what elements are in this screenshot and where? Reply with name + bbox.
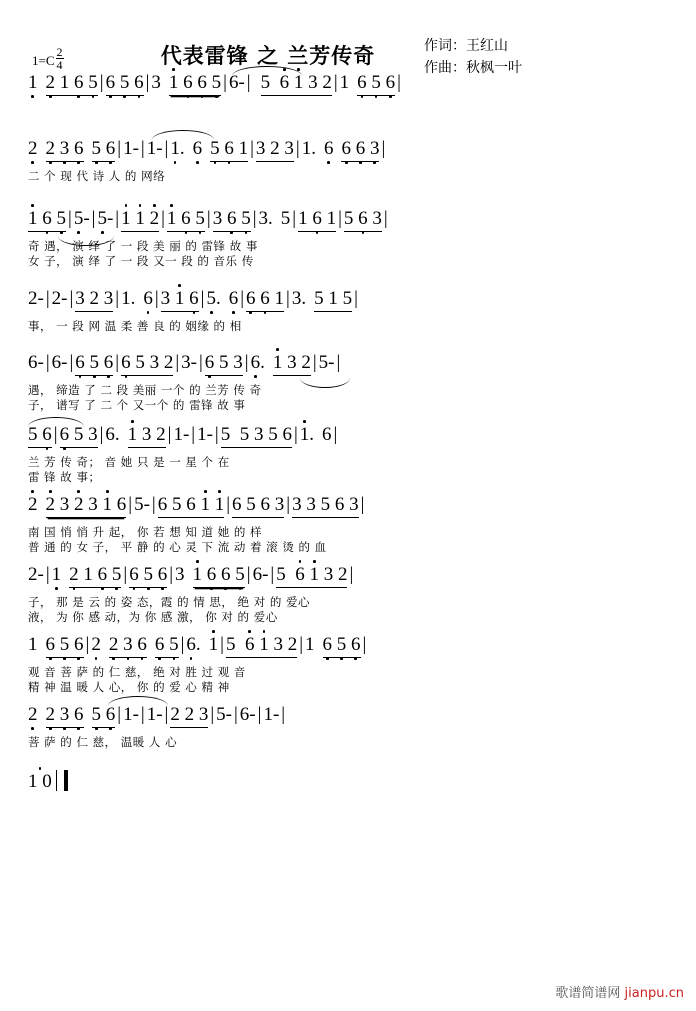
time-signature-denominator: 4 bbox=[56, 58, 63, 72]
notation-line: 2- | 1 2 1 6 5 | 6 5 6 | 3 1 6 6 5 | 6- | 5 6 1 3 2 | bbox=[28, 564, 668, 588]
notation-line: 1 2 1 6 5 | 6 5 6 | 3 1 6 6 5 | 6- | 5 6 1 3 2 | 1 6 5 6 | bbox=[28, 72, 668, 96]
lyrics-line-2: 子， 谱写 了 二 个 又一个 的 雷锋 故 事 bbox=[28, 398, 246, 412]
lyrics-line-2: 女 子， 演 绎 了 一 段 又一 段 的 音乐 传 bbox=[28, 254, 254, 268]
notation-line: 2 2 3 6 5 6 | 1- | 1- | 1. 6 5 6 1 | 3 2 3 | 1. 6 6 6 3 | bbox=[28, 138, 668, 162]
lyrics-line-2: 雷 锋 故 事； bbox=[28, 470, 101, 484]
final-measure bbox=[28, 770, 68, 793]
notation-line: 2- | 2- | 3 2 3 | 1. 6 | 3 1 6 | 5. 6 | 6 6 1 | 3. 5 1 5 | bbox=[28, 288, 668, 312]
site-watermark bbox=[555, 982, 684, 1001]
lyrics-line-1: 菩 萨 的 仁 慈， 温暖 人 心 bbox=[28, 735, 178, 749]
notation-line: 1 6 5 | 5- | 5- | 1 1 2 | 1 6 5 | 3 6 5 | 3. 5 | 1 6 1 | 5 6 3 | bbox=[28, 208, 668, 232]
score-header bbox=[0, 18, 696, 80]
lyrics-line-2: 普 通 的 女 子， 平 静 的 心 灵 下 流 动 着 滚 烫 的 血 bbox=[28, 540, 327, 554]
composer-credit: 作曲：秋枫一叶 bbox=[424, 59, 522, 76]
lyrics-line-1: 观 音 菩 萨 的 仁 慈， 绝 对 胜 过 观 音 bbox=[28, 665, 246, 679]
lyrics-line-1: 子， 那 是 云 的 姿 态，霞 的 情 思， 绝 对 的 爱心 bbox=[28, 595, 311, 609]
lyrics-line-1: 奇 遇， 演 绎 了 一 段 美 丽 的 雷锋 故 事 bbox=[28, 239, 258, 253]
lyrics-line-2: 精 神 温 暖 人 心， 你 的 爱 心 精 神 bbox=[28, 680, 230, 694]
lyrics-line-1: 遇， 缔造 了 二 段 美丽 一个 的 兰芳 传 奇 bbox=[28, 383, 262, 397]
lyrics-line-1: 事， 一 段 网 温 柔 善 良 的 姻缘 的 相 bbox=[28, 319, 242, 333]
notation-line: 6- | 6- | 6 5 6 | 6 5 3 2 | 3- | 6 5 3 | 6. 1 3 2 | 5- | bbox=[28, 352, 668, 376]
notation-line: 2 2 3 2 3 1 6 | 5- | 6 5 6 1 1 | 6 5 6 3 | 3 3 5 6 3 | bbox=[28, 494, 668, 518]
lyrics-line-1: 兰 芳 传 奇； 音 她 只 是 一 星 个 在 bbox=[28, 455, 230, 469]
time-signature bbox=[56, 46, 64, 71]
key-and-time-signature bbox=[32, 46, 64, 71]
final-note: 1 0 bbox=[28, 771, 52, 792]
watermark-domain: jianpu.cn bbox=[624, 986, 684, 1001]
key-signature-text: 1=C bbox=[32, 52, 55, 68]
time-signature-numerator: 2 bbox=[56, 45, 63, 59]
page-title: 代表雷锋 之 兰芳传奇 bbox=[160, 44, 376, 68]
notation-line: 1 6 5 6 | 2 2 3 6 6 5 | 6. 1 | 5 6 1 3 2 | 1 6 5 6 | bbox=[28, 634, 668, 658]
notation-line: 2 2 3 6 5 6 | 1- | 1- | 2 2 3 | 5- | 6- | 1- | bbox=[28, 704, 668, 728]
final-double-barline bbox=[56, 770, 68, 791]
lyrics-line-1: 南 国 悄 悄 升 起， 你 若 想 知 道 她 的 样 bbox=[28, 525, 263, 539]
lyrics-line-1: 二 个 现 代 诗 人 的 网络 bbox=[28, 169, 166, 183]
lyricist-credit: 作词：王红山 bbox=[424, 38, 508, 54]
notation-line: 5 6 | 6 5 3 | 6. 1 3 2 | 1- | 1- | 5 5 3 5 6 | 1. 6 | bbox=[28, 424, 668, 448]
watermark-text: 歌谱简谱网 bbox=[555, 986, 621, 1001]
lyrics-line-2: 液， 为 你 感 动，为 你 感 激， 你 对 的 爱心 bbox=[28, 610, 278, 624]
